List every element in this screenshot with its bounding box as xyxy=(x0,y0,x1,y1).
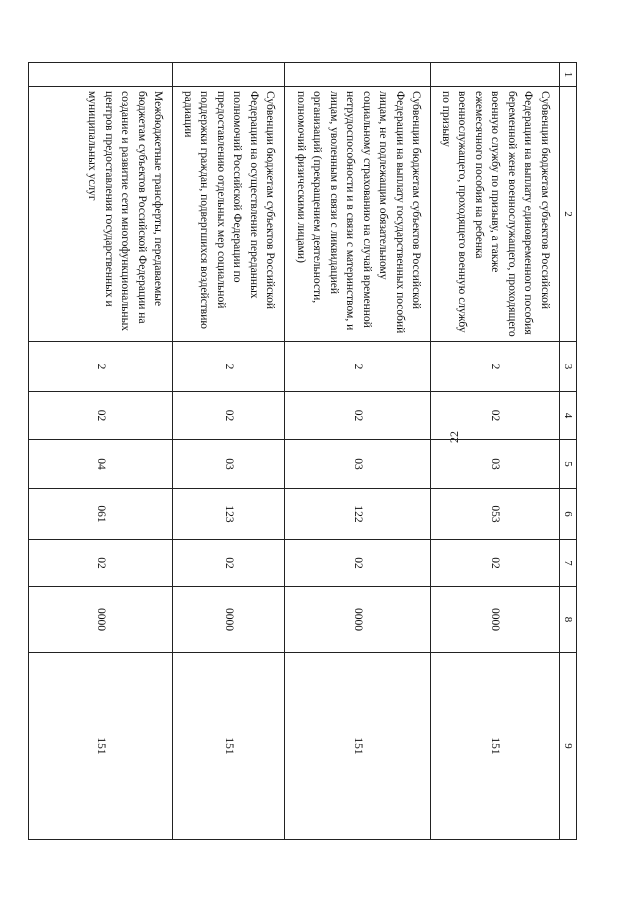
page-number: 22 xyxy=(447,431,461,443)
code-cell: 02 xyxy=(29,392,173,440)
header-cell: 5 xyxy=(560,440,577,489)
description-cell: Субвенции бюджетам субъектов Российской Федерации на выплату государственных пособий лицам, не подлежащим обязательному социальному страхованию на случай временной нетрудоспособности и в связи с материнством, и лицам, уволенным в связи с ликвидацией организаций (прекращением деятельности, полномочий физическими лицами) xyxy=(285,87,431,342)
budget-classification-table xyxy=(29,62,578,840)
code-cell: 2 xyxy=(285,342,431,392)
header-cell: 6 xyxy=(560,489,577,540)
header-row xyxy=(560,63,577,840)
table-row xyxy=(431,63,560,840)
code-cell: 151 xyxy=(285,653,431,840)
code-cell: 151 xyxy=(29,653,173,840)
header-cell: 3 xyxy=(560,342,577,392)
code-cell: 03 xyxy=(173,440,285,489)
header-cell: 1 xyxy=(560,63,577,87)
table-row xyxy=(29,63,173,840)
header-cell: 8 xyxy=(560,587,577,653)
header-cell: 2 xyxy=(560,87,577,342)
code-cell: 053 xyxy=(431,489,560,540)
table-row xyxy=(173,63,285,840)
description-cell: Субвенции бюджетам субъектов Российской Федерации на выплату единовременного пособия беременной жене военнослужащего, проходящего военную службу по призыву, а также ежемесячного пособия на ребенка военнослужащего, проходящего военную службу по призыву xyxy=(431,87,560,342)
code-cell: 2 xyxy=(431,342,560,392)
code-cell: 0000 xyxy=(29,587,173,653)
row-number-cell xyxy=(29,63,173,87)
code-cell: 122 xyxy=(285,489,431,540)
code-cell: 02 xyxy=(431,540,560,587)
code-cell: 03 xyxy=(285,440,431,489)
description-cell: Субвенции бюджетам субъектов Российской Федерации на осуществление переданных полномочий Российской Федерации по предоставлению отдельных мер социальной поддержки граждан, подвергшихся воздействию радиации xyxy=(173,87,285,342)
code-cell: 2 xyxy=(173,342,285,392)
code-cell: 02 xyxy=(173,540,285,587)
row-number-cell xyxy=(285,63,431,87)
code-cell: 123 xyxy=(173,489,285,540)
header-cell: 9 xyxy=(560,653,577,840)
description-cell: Межбюджетные трансферты, передаваемые бюджетам субъектов Российской Федерации на создание и развитие сети многофункциональных центров предоставления государственных и муниципальных услуг xyxy=(29,87,173,342)
code-cell: 2 xyxy=(29,342,173,392)
code-cell: 02 xyxy=(285,392,431,440)
header-cell: 4 xyxy=(560,392,577,440)
code-cell: 03 xyxy=(431,440,560,489)
code-cell: 02 xyxy=(29,540,173,587)
code-cell: 02 xyxy=(285,540,431,587)
code-cell: 04 xyxy=(29,440,173,489)
code-cell: 0000 xyxy=(285,587,431,653)
code-cell: 02 xyxy=(173,392,285,440)
code-cell: 151 xyxy=(173,653,285,840)
code-cell: 0000 xyxy=(431,587,560,653)
code-cell: 061 xyxy=(29,489,173,540)
code-cell: 0000 xyxy=(173,587,285,653)
row-number-cell xyxy=(173,63,285,87)
header-cell: 7 xyxy=(560,540,577,587)
table-row xyxy=(285,63,431,840)
code-cell: 02 xyxy=(431,392,560,440)
code-cell: 151 xyxy=(431,653,560,840)
row-number-cell xyxy=(431,63,560,87)
